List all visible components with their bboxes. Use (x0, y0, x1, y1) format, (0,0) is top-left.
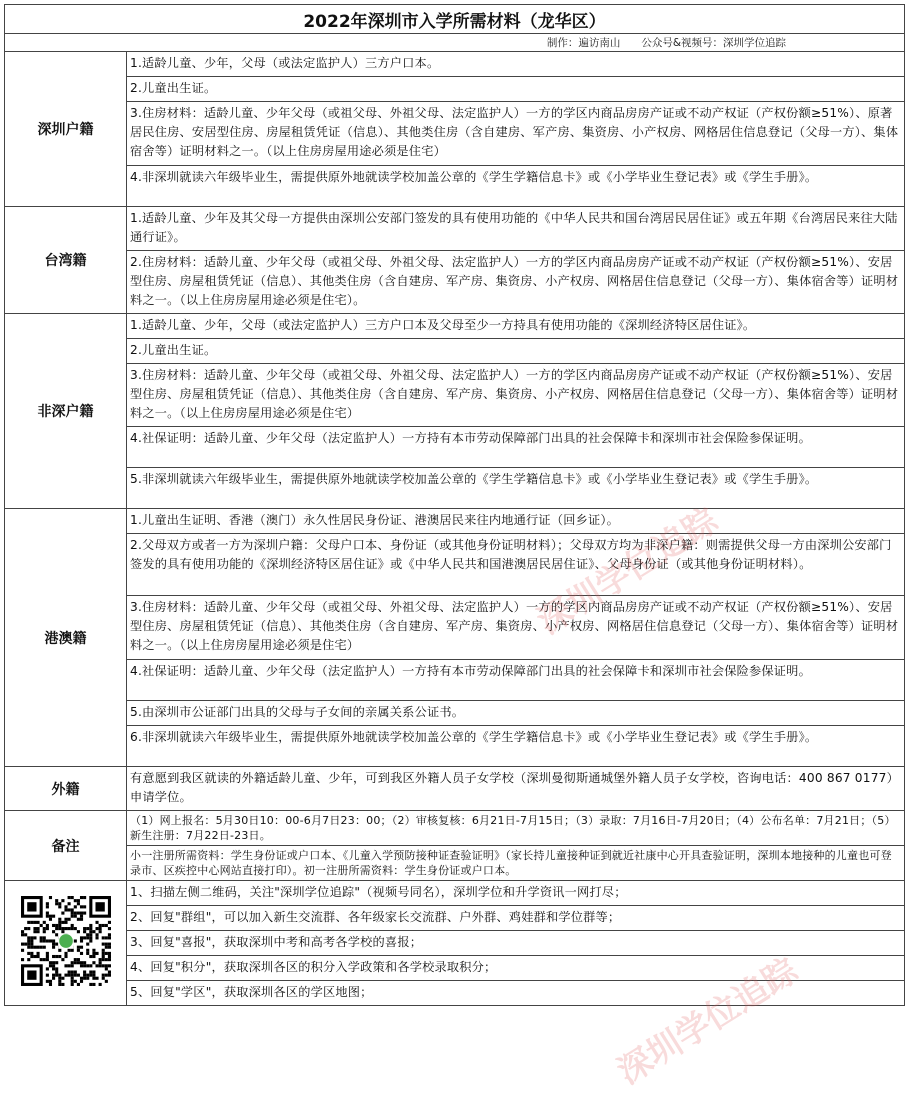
material-item: 4.社保证明：适龄儿童、少年父母（法定监护人）一方持有本市劳动保障部门出具的社会保障卡和深圳市社会保险参保证明。 (127, 427, 905, 468)
material-row (5, 509, 905, 534)
material-item: （1）网上报名：5月30日10：00-6月7日23：00；（2）审核复核：6月21日-7月15日；（3）录取：7月16日-7月20日；（4）公布名单：7月21日；（5）新生注册：7月22日-23日。 (127, 811, 905, 846)
promo-item: 1、扫描左侧二维码，关注"深圳学位追踪"（视频号同名），深圳学位和升学资讯一网打尽； (127, 881, 905, 906)
material-item: 1.适龄儿童、少年，父母（或法定监护人）三方户口本及父母至少一方持具有使用功能的《深圳经济特区居住证》。 (127, 314, 905, 339)
material-row (5, 811, 905, 846)
material-item: 5.由深圳市公证部门出具的父母与子女间的亲属关系公证书。 (127, 701, 905, 726)
material-item: 2.儿童出生证。 (127, 77, 905, 102)
category-label: 台湾籍 (5, 207, 127, 314)
material-row (5, 314, 905, 339)
materials-table (4, 4, 905, 1006)
promo-row (5, 931, 905, 956)
promo-row (5, 881, 905, 906)
materials-sheet (4, 4, 904, 1093)
qr-code-icon[interactable] (21, 896, 111, 986)
category-label: 备注 (5, 811, 127, 881)
material-item: 4.非深圳就读六年级毕业生，需提供原外地就读学校加盖公章的《学生学籍信息卡》或《小学毕业生登记表》或《学生手册》。 (127, 166, 905, 207)
category-label: 外籍 (5, 767, 127, 811)
promo-item: 4、回复"积分"，获取深圳各区的积分入学政策和各学校录取积分； (127, 956, 905, 981)
material-row (5, 207, 905, 251)
category-label: 港澳籍 (5, 509, 127, 767)
promo-item: 2、回复"群组"，可以加入新生交流群、各年级家长交流群、户外群、鸡娃群和学位群等； (127, 906, 905, 931)
title-row (5, 5, 905, 34)
material-item: 2.儿童出生证。 (127, 339, 905, 364)
category-label: 非深户籍 (5, 314, 127, 509)
material-row (5, 534, 905, 596)
credit-row (5, 34, 905, 52)
material-item: 3.住房材料：适龄儿童、少年父母（或祖父母、外祖父母、法定监护人）一方的学区内商品房房产证或不动产权证（产权份额≥51%）、安居型住房、房屋租赁凭证（信息）、其他类住房（含自建房、军产房、集资房、小产权房、网格居住信息登记（父母一方）、集体宿舍等）证明材料之一。（以上住房房屋用途必须是住宅） (127, 596, 905, 660)
material-item: 3.住房材料：适龄儿童、少年父母（或祖父母、外祖父母、法定监护人）一方的学区内商品房房产证或不动产权证（产权份额≥51%）、原著居民住房、安居型住房、房屋租赁凭证（信息）、其他类住房（含自建房、军产房、集资房、小产权房、网格居住信息登记（父母一方）、集体宿舍等）证明材料之一。（以上住房房屋用途必须是住宅） (127, 102, 905, 166)
material-row (5, 846, 905, 881)
watermark-text: 深圳学位追踪 (530, 500, 725, 643)
material-row (5, 726, 905, 767)
material-row (5, 52, 905, 77)
material-item: 有意愿到我区就读的外籍适龄儿童、少年，可到我区外籍人员子女学校（深圳曼彻斯通城堡外籍人员子女学校，咨询电话：400 867 0177）申请学位。 (127, 767, 905, 811)
material-row (5, 166, 905, 207)
material-row (5, 339, 905, 364)
material-row (5, 77, 905, 102)
material-row (5, 468, 905, 509)
promo-item: 5、回复"学区"，获取深圳各区的学区地图； (127, 981, 905, 1006)
material-row (5, 102, 905, 166)
material-row (5, 251, 905, 314)
material-row (5, 596, 905, 660)
promo-row (5, 981, 905, 1006)
material-row (5, 767, 905, 811)
credit-line: 制作：遍访南山 公众号&视频号：深圳学位追踪 (5, 34, 905, 52)
page-title: 2022年深圳市入学所需材料（龙华区） (5, 5, 905, 34)
material-item: 小一注册所需资料：学生身份证或户口本、《儿童入学预防接种证查验证明》（家长持儿童接种证到就近社康中心开具查验证明，深圳本地接种的儿童也可登录市、区疾控中心网站直接打印）。初一注册所需资料：学生身份证或户口本。 (127, 846, 905, 881)
material-item: 6.非深圳就读六年级毕业生，需提供原外地就读学校加盖公章的《学生学籍信息卡》或《小学毕业生登记表》或《学生手册》。 (127, 726, 905, 767)
material-row (5, 701, 905, 726)
material-item: 2.父母双方或者一方为深圳户籍：父母户口本、身份证（或其他身份证明材料）；父母双方均为非深户籍：则需提供父母一方由深圳公安部门签发的具有使用功能的《深圳经济特区居住证》或《中华人民共和国港澳居民居住证》、父母身份证（或其他身份证明材料）。 (127, 534, 905, 596)
material-item: 5.非深圳就读六年级毕业生，需提供原外地就读学校加盖公章的《学生学籍信息卡》或《小学毕业生登记表》或《学生手册》。 (127, 468, 905, 509)
material-item: 3.住房材料：适龄儿童、少年父母（或祖父母、外祖父母、法定监护人）一方的学区内商品房房产证或不动产权证（产权份额≥51%）、安居型住房、房屋租赁凭证（信息）、其他类住房（含自建房、军产房、集资房、小产权房、网格居住信息登记（父母一方）、集体宿舍等）证明材料之一。（以上住房房屋用途必须是住宅） (127, 364, 905, 427)
material-item: 1.适龄儿童、少年，父母（或法定监护人）三方户口本。 (127, 52, 905, 77)
material-row (5, 364, 905, 427)
material-item: 2.住房材料：适龄儿童、少年父母（或祖父母、外祖父母、法定监护人）一方的学区内商品房房产证或不动产权证（产权份额≥51%）、安居型住房、房屋租赁凭证（信息）、其他类住房（含自建房、军产房、集资房、小产权房、网格居住信息登记（父母一方）、集体宿舍等）证明材料之一。（以上住房房屋用途必须是住宅）。 (127, 251, 905, 314)
category-label: 深圳户籍 (5, 52, 127, 207)
material-row (5, 427, 905, 468)
qr-cell (5, 881, 127, 1006)
material-item: 4.社保证明：适龄儿童、少年父母（法定监护人）一方持有本市劳动保障部门出具的社会保障卡和深圳市社会保险参保证明。 (127, 660, 905, 701)
watermark-text-bottom: 深圳学位追踪 (610, 950, 805, 1093)
promo-item: 3、回复"喜报"，获取深圳中考和高考各学校的喜报； (127, 931, 905, 956)
material-item: 1.适龄儿童、少年及其父母一方提供由深圳公安部门签发的具有使用功能的《中华人民共和国台湾居民居住证》或五年期《台湾居民来往大陆通行证》。 (127, 207, 905, 251)
material-item: 1.儿童出生证明、香港（澳门）永久性居民身份证、港澳居民来往内地通行证（回乡证）。 (127, 509, 905, 534)
promo-row (5, 906, 905, 931)
promo-row (5, 956, 905, 981)
material-row (5, 660, 905, 701)
